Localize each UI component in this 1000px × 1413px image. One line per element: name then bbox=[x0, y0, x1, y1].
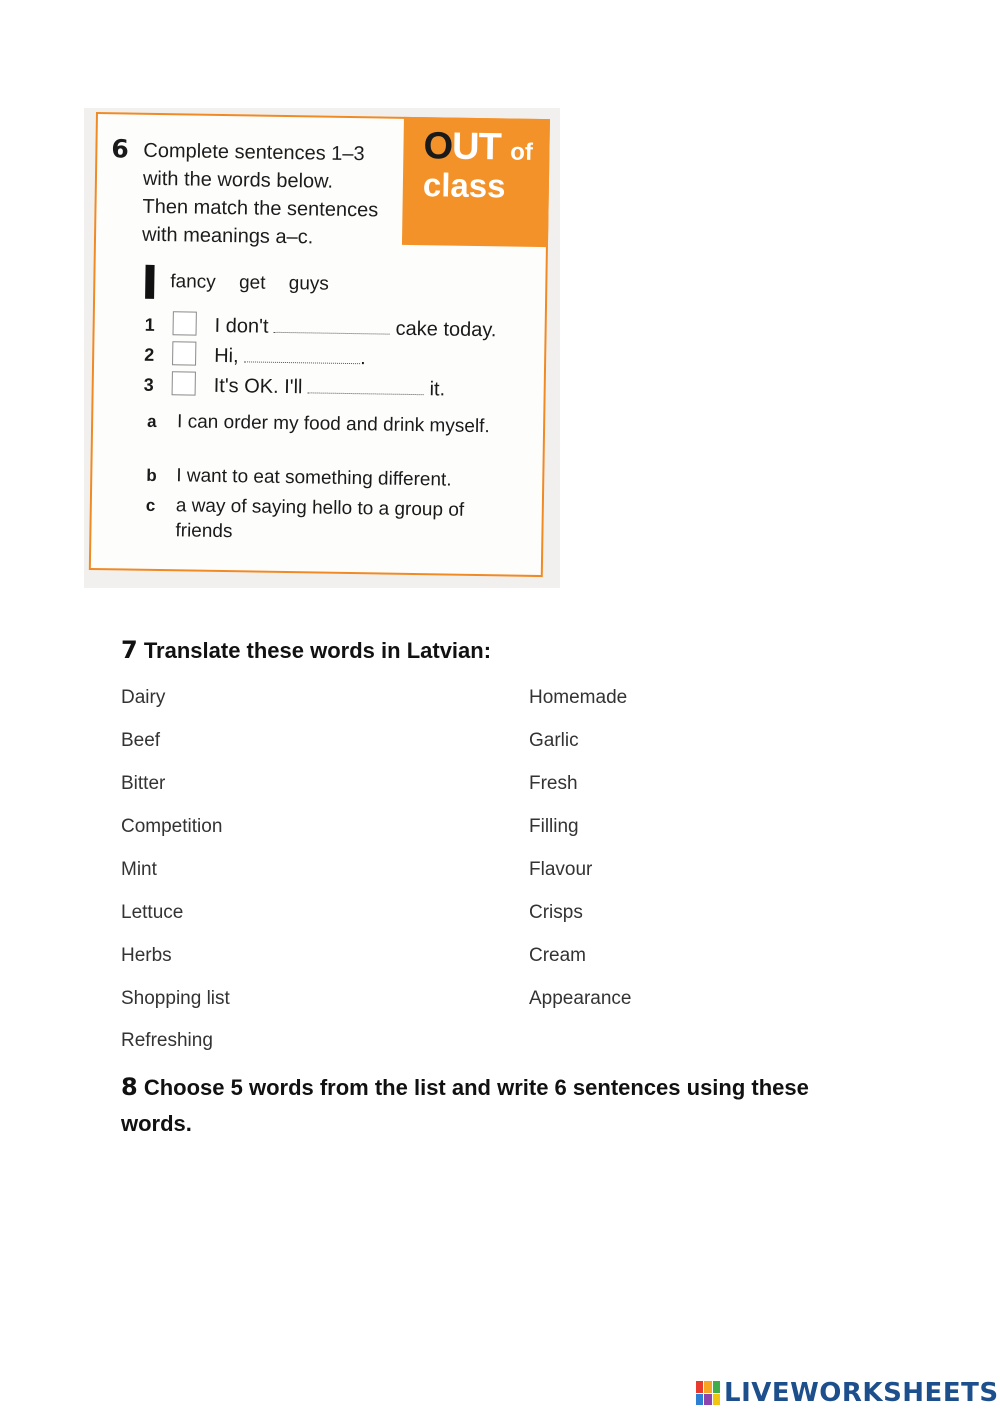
badge-ut: UT bbox=[451, 125, 502, 169]
vocab-word: Dairy bbox=[121, 687, 166, 708]
instruction-line: with the words below. bbox=[142, 167, 334, 193]
exercise-6-card bbox=[89, 112, 550, 577]
vocab-word: Refreshing bbox=[121, 1030, 213, 1051]
sentence-before: I don't bbox=[214, 314, 269, 338]
sentence-number: 2 bbox=[144, 344, 155, 365]
word-option: guys bbox=[288, 273, 330, 295]
vocab-word: Filling bbox=[529, 816, 579, 837]
badge-of: of bbox=[509, 138, 534, 166]
vocab-word: Herbs bbox=[121, 945, 172, 966]
out-of-class-badge bbox=[402, 117, 550, 247]
sentence-before: It's OK. I'll bbox=[213, 374, 303, 399]
instruction-line: Then match the sentences bbox=[142, 195, 379, 222]
word-box bbox=[145, 265, 347, 302]
meaning-letter: c bbox=[145, 495, 156, 515]
liveworksheets-logo bbox=[696, 1378, 999, 1408]
vocab-word: Competition bbox=[121, 816, 223, 837]
vocab-word: Crisps bbox=[529, 902, 583, 923]
blank-1[interactable] bbox=[274, 316, 390, 335]
answer-box-1[interactable] bbox=[173, 311, 197, 335]
answer-box-2[interactable] bbox=[172, 341, 196, 365]
sentence-number: 1 bbox=[144, 314, 155, 335]
vocab-word: Homemade bbox=[529, 687, 628, 708]
exercise-7-heading bbox=[121, 632, 491, 669]
exercise-8-title: Choose 5 words from the list and write 6 sentences using these words. bbox=[121, 1075, 809, 1136]
exercise-6-instruction bbox=[142, 137, 414, 253]
word-option: get bbox=[238, 272, 266, 294]
meaning-a bbox=[147, 409, 497, 439]
sentence-3 bbox=[144, 371, 446, 404]
exercise-7-title: Translate these words in Latvian: bbox=[143, 638, 492, 663]
sentence-2 bbox=[144, 341, 366, 372]
meaning-letter: b bbox=[146, 465, 157, 485]
instruction-line: with meanings a–c. bbox=[141, 223, 314, 249]
vocab-word: Shopping list bbox=[121, 988, 230, 1009]
answer-box-3[interactable] bbox=[172, 371, 196, 395]
liveworksheets-icon bbox=[696, 1381, 720, 1405]
sentence-after: cake today. bbox=[395, 317, 497, 342]
meaning-c bbox=[145, 493, 496, 548]
meaning-text: I want to eat something different. bbox=[176, 465, 452, 491]
badge-class: class bbox=[422, 166, 506, 205]
vocab-word: Lettuce bbox=[121, 902, 184, 923]
vocab-word: Flavour bbox=[529, 859, 593, 880]
vocab-word: Mint bbox=[121, 859, 157, 880]
meaning-text: a way of saying hello to a group of friends bbox=[175, 495, 465, 543]
sentence-1 bbox=[144, 311, 496, 345]
vocab-word: Fresh bbox=[529, 773, 578, 794]
blank-3[interactable] bbox=[308, 376, 424, 395]
sentence-after: it. bbox=[429, 378, 446, 401]
meaning-text: I can order my food and drink myself. bbox=[176, 411, 490, 438]
exercise-8-number: 8 bbox=[121, 1073, 138, 1101]
word-option: fancy bbox=[170, 271, 216, 293]
exercise-8-heading bbox=[121, 1069, 881, 1142]
exercise-7-number: 7 bbox=[121, 636, 138, 664]
badge-o: O bbox=[423, 125, 453, 168]
vocab-word: Appearance bbox=[529, 988, 632, 1009]
vocab-word: Bitter bbox=[121, 773, 166, 794]
instruction-line: Complete sentences 1–3 bbox=[143, 139, 365, 166]
sentence-before: Hi, bbox=[214, 344, 239, 368]
vocab-word: Garlic bbox=[529, 730, 579, 751]
meaning-letter: a bbox=[146, 411, 157, 431]
sentence-number: 3 bbox=[143, 374, 154, 395]
blank-2[interactable] bbox=[244, 345, 360, 364]
sentence-after: . bbox=[360, 347, 366, 370]
meaning-b bbox=[146, 463, 496, 493]
brand-name: LIVEWORKSHEETS bbox=[724, 1378, 999, 1408]
exercise-6-number: 6 bbox=[111, 134, 130, 164]
vocab-word: Beef bbox=[121, 730, 161, 751]
vocab-word: Cream bbox=[529, 945, 587, 966]
